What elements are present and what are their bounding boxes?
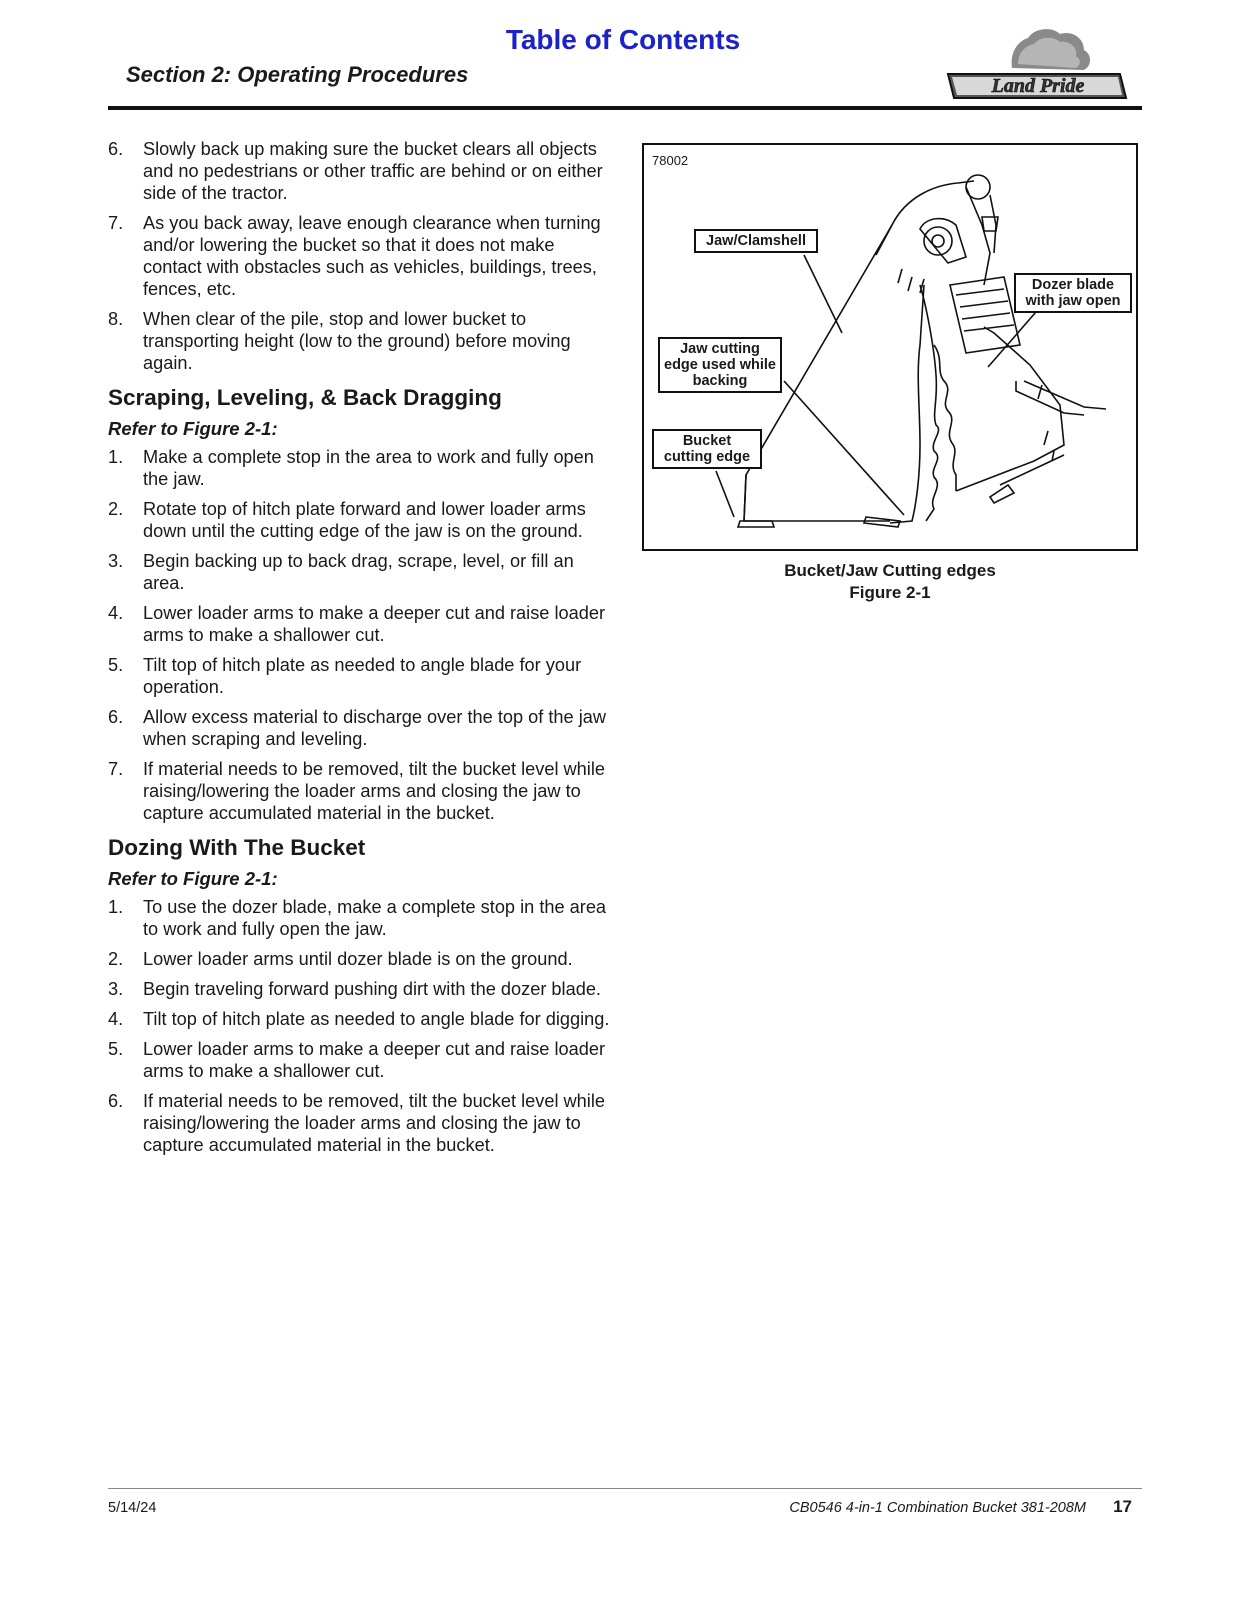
list-item: 6. If material needs to be removed, tilt the bucket level while raising/lowering the loader arms and closing the jaw to capture accumulated material in the bucket.	[108, 1091, 605, 1155]
list-item: 6. Slowly back up making sure the bucket clears all objects and no pedestrians or other traffic are behind or on either side of the tractor.	[108, 139, 603, 203]
footer-rule	[108, 1488, 1142, 1489]
scraping-steps	[108, 446, 613, 824]
dozing-heading: Dozing With The Bucket	[108, 835, 366, 860]
svg-text:Land Pride: Land Pride	[991, 75, 1085, 97]
list-item: 5. Tilt top of hitch plate as needed to angle blade for your operation.	[108, 655, 582, 697]
footer-document-title: CB0546 4-in-1 Combination Bucket 381-208M	[789, 1500, 1086, 1516]
list-item: 3. Begin backing up to back drag, scrape, level, or fill an area.	[108, 551, 574, 593]
list-item: 6. Allow excess material to discharge over the top of the jaw when scraping and leveling.	[108, 707, 606, 749]
list-item: 1. Make a complete stop in the area to work and fully open the jaw.	[108, 447, 594, 489]
land-pride-logo	[944, 24, 1130, 106]
figure-caption-number: Figure 2-1	[849, 583, 931, 602]
intro-steps	[108, 138, 613, 374]
scraping-figure-reference: Refer to Figure 2-1:	[108, 418, 278, 439]
figure-id: 78002	[652, 153, 689, 168]
list-item: 4. Lower loader arms to make a deeper cut and raise loader arms to make a shallower cut.	[108, 603, 606, 645]
callout-dozer-blade: Dozer blade with jaw open	[1014, 273, 1132, 313]
callout-jaw-cutting-edge: Jaw cutting edge used while backing	[658, 337, 782, 393]
section-title: Section 2: Operating Procedures	[126, 62, 469, 87]
list-item: 1. To use the dozer blade, make a complete stop in the area to work and fully open the jaw.	[108, 897, 607, 939]
list-item: 2. Rotate top of hitch plate forward and lower loader arms down until the cutting edge of the jaw is on the ground.	[108, 499, 586, 541]
list-item: 4. Tilt top of hitch plate as needed to angle blade for digging.	[108, 1009, 610, 1029]
list-item: 2. Lower loader arms until dozer blade is on the ground.	[108, 949, 573, 969]
scraping-heading: Scraping, Leveling, & Back Dragging	[108, 385, 502, 410]
left-column	[108, 138, 613, 1164]
list-item: 3. Begin traveling forward pushing dirt with the dozer blade.	[108, 979, 601, 999]
table-of-contents-link[interactable]: Table of Contents	[505, 24, 741, 55]
figure-2-1	[642, 143, 1138, 551]
list-item: 5. Lower loader arms to make a deeper cut and raise loader arms to make a shallower cut.	[108, 1039, 606, 1081]
dozing-steps	[108, 896, 613, 1156]
list-item: 7. As you back away, leave enough clearance when turning and/or lowering the bucket so that it does not make contact with obstacles such as vehicles, buildings, trees, fences, etc.	[108, 213, 601, 299]
callout-jaw-clamshell: Jaw/Clamshell	[694, 229, 818, 253]
page-number: 17	[1113, 1497, 1132, 1516]
header-rule	[108, 106, 1142, 110]
list-item: 7. If material needs to be removed, tilt the bucket level while raising/lowering the loader arms and closing the jaw to capture accumulated material in the bucket.	[108, 759, 605, 823]
dozing-figure-reference: Refer to Figure 2-1:	[108, 868, 278, 889]
footer-date: 5/14/24	[108, 1500, 157, 1516]
list-item: 8. When clear of the pile, stop and lower bucket to transporting height (low to the ground) before moving again.	[108, 309, 571, 373]
callout-bucket-cutting-edge: Bucket cutting edge	[652, 429, 762, 469]
figure-caption-title: Bucket/Jaw Cutting edges	[784, 561, 996, 580]
